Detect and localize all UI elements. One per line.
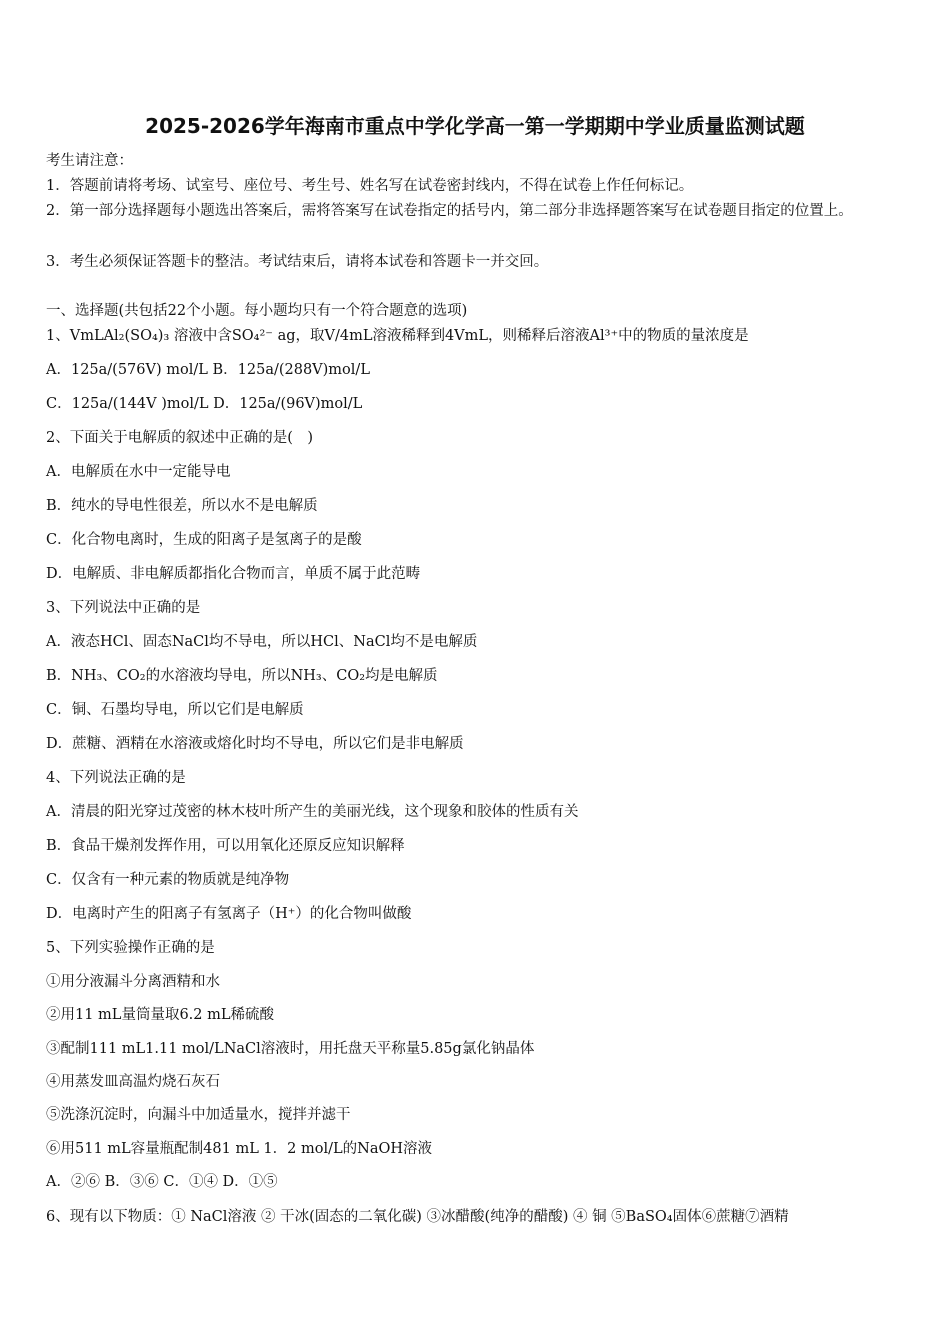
option-line: A．液态HCl、固态NaCl均不导电，所以HCl、NaCl均不是电解质	[46, 634, 478, 650]
question-stem: 3、下列说法中正确的是	[46, 600, 201, 616]
option-line: D．电解质、非电解质都指化合物而言，单质不属于此范畴	[46, 566, 421, 582]
option-line: ④用蒸发皿高温灼烧石灰石	[46, 1074, 220, 1090]
notice-heading: 考生请注意：	[46, 153, 133, 169]
notice-item: 2．第一部分选择题每小题选出答案后，需将答案写在试卷指定的括号内，第二部分非选择题答案写在试卷题目指定的位置上。	[46, 203, 853, 219]
option-line: ②用11 mL量筒量取6.2 mL稀硫酸	[46, 1007, 274, 1023]
option-line: A．电解质在水中一定能导电	[46, 464, 231, 480]
option-line: D．电离时产生的阳离子有氢离子（H⁺）的化合物叫做酸	[46, 906, 412, 922]
option-line: C．铜、石墨均导电，所以它们是电解质	[46, 702, 304, 718]
option-line: B．纯水的导电性很差，所以水不是电解质	[46, 498, 318, 514]
question-stem: 4、下列说法正确的是	[46, 770, 186, 786]
question-stem: 5、下列实验操作正确的是	[46, 940, 215, 956]
option-line: B．食品干燥剂发挥作用，可以用氧化还原反应知识解释	[46, 838, 405, 854]
option-line: ③配制111 mL1.11 mol/LNaCl溶液时，用托盘天平称量5.85g氯化钠晶体	[46, 1041, 535, 1057]
option-line: ①用分液漏斗分离酒精和水	[46, 974, 220, 990]
question-stem: 6、现有以下物质：① NaCl溶液 ② 干冰(固态的二氧化碳) ③冰醋酸(纯净的醋酸) ④ 铜 ⑤BaSO₄固体⑥蔗糖⑦酒精	[46, 1209, 789, 1225]
question-stem: 2、下面关于电解质的叙述中正确的是( )	[46, 430, 314, 446]
page-title: 2025-2026学年海南市重点中学化学高一第一学期期中学业质量监测试题	[145, 114, 805, 138]
option-line: A．125a/(576V) mol/L B．125a/(288V)mol/L	[46, 362, 370, 378]
option-line: A．清晨的阳光穿过茂密的林木枝叶所产生的美丽光线，这个现象和胶体的性质有关	[46, 804, 579, 820]
question-stem: 1、VmLAl₂(SO₄)₃ 溶液中含SO₄²⁻ ag，取V/4mL溶液稀释到4VmL，则稀释后溶液Al³⁺中的物质的量浓度是	[46, 328, 749, 344]
option-line: ⑤洗涤沉淀时，向漏斗中加适量水，搅拌并滤干	[46, 1107, 351, 1123]
notice-item: 3．考生必须保证答题卡的整洁。考试结束后，请将本试卷和答题卡一并交回。	[46, 254, 549, 270]
option-line: ⑥用511 mL容量瓶配制481 mL 1．2 mol/L的NaOH溶液	[46, 1141, 432, 1157]
option-line: C．125a/(144V )mol/L D．125a/(96V)mol/L	[46, 396, 363, 412]
option-line: C．化合物电离时，生成的阳离子是氢离子的是酸	[46, 532, 362, 548]
option-line: D．蔗糖、酒精在水溶液或熔化时均不导电，所以它们是非电解质	[46, 736, 464, 752]
notice-item: 1．答题前请将考场、试室号、座位号、考生号、姓名写在试卷密封线内，不得在试卷上作任何标记。	[46, 178, 694, 194]
section-heading: 一、选择题(共包括22个小题。每小题均只有一个符合题意的选项)	[46, 303, 468, 319]
answer-choices: A．②⑥ B．③⑥ C．①④ D．①⑤	[46, 1174, 278, 1190]
option-line: C．仅含有一种元素的物质就是纯净物	[46, 872, 290, 888]
option-line: B．NH₃、CO₂的水溶液均导电，所以NH₃、CO₂均是电解质	[46, 668, 438, 684]
